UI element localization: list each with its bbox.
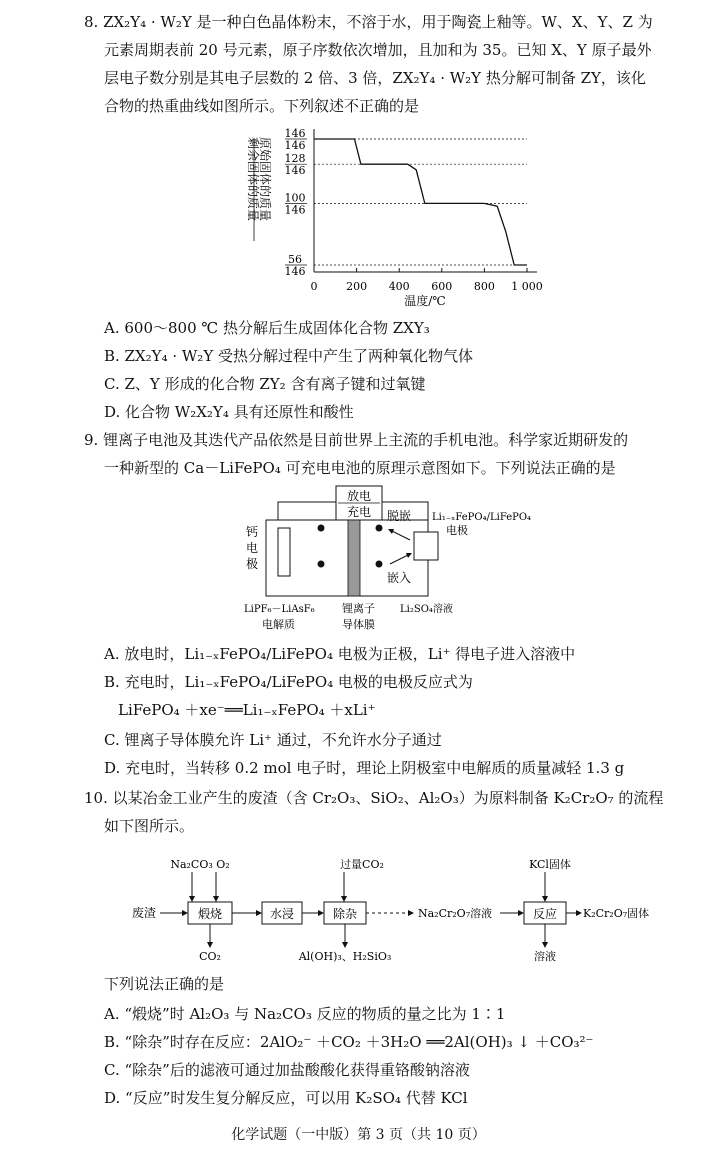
y-tick-numerator: 100 (284, 191, 306, 205)
y-label-bottom: 原始固体的质量 (258, 137, 272, 222)
li2so4-solution-label: Li₂SO₄溶液 (400, 604, 453, 615)
x-tick-label: 200 (346, 280, 368, 293)
q8-option-b: B. ZX₂Y₄ · W₂Y 受热分解过程中产生了两种氧化物气体 (104, 347, 473, 365)
ion-dot (376, 561, 383, 568)
x-axis-label: 温度/℃ (404, 294, 446, 308)
arrow-head (408, 910, 414, 916)
page-footer: 化学试题（一中版）第 3 页（共 10 页） (231, 1127, 486, 1143)
y-tick-denominator: 146 (284, 139, 306, 152)
q8-line-3: 层电子数分别是其电子层数的 2 倍、3 倍，ZX₂Y₄ · W₂Y 热分解可制备 ZY，该化 (104, 69, 646, 87)
ca-electrode-label-3: 极 (245, 557, 259, 571)
q8-line-2: 元素周期表前 20 号元素，原子序数依次增加，且加和为 35。已知 X、Y 原子最外 (104, 41, 652, 59)
y-tick-denominator: 146 (284, 203, 306, 217)
arrow-head (342, 942, 348, 948)
ion-dot (376, 525, 383, 532)
step-impurity-removal-label: 除杂 (332, 907, 358, 921)
x-tick-label: 800 (473, 280, 495, 293)
right-electrode-label-2: 电极 (446, 524, 468, 537)
discharge-label: 放电 (346, 489, 372, 503)
ca-electrode-label-1: 钙 (245, 525, 259, 539)
tg-curve (314, 139, 527, 265)
q9-line-2: 一种新型的 Ca－LiFePO₄ 可充电电池的原理示意图如下。下列说法正确的是 (104, 459, 616, 477)
q10-option-c: C. “除杂”后的滤液可通过加盐酸酸化获得重铬酸钠溶液 (104, 1061, 470, 1079)
output-co2: CO₂ (199, 950, 221, 963)
input-excess-co2: 过量CO₂ (340, 858, 384, 871)
electrolyte-label-1: LiPF₆－LiAsF₆ (244, 604, 315, 615)
li-conductor-membrane (348, 520, 360, 596)
q10-option-d: D. “反应”时发生复分解反应，可以用 K₂SO₄ 代替 KCl (104, 1089, 468, 1107)
y-tick-numerator: 128 (284, 152, 306, 166)
arrow-head (341, 896, 347, 902)
q9-line-1: 9. 锂离子电池及其迭代产品依然是目前世界上主流的手机电池。科学家近期研发的 (84, 431, 629, 449)
input-kcl-solid: KCl固体 (529, 858, 571, 871)
y-tick-numerator: 56 (288, 253, 302, 266)
wire-left (278, 502, 336, 520)
intercalation-label: 嵌入 (387, 571, 412, 585)
q9-option-d: D. 充电时，当转移 0.2 mol 电子时，理论上阴极室中电解质的质量减轻 1.3 g (104, 759, 625, 777)
arrow-head (213, 896, 219, 902)
arrow-head (256, 910, 262, 916)
output-solution: 溶液 (534, 950, 556, 963)
q10-line-2: 如下图所示。 (104, 817, 195, 835)
step-calcination-label: 煅烧 (197, 907, 223, 921)
y-tick-denominator: 146 (284, 164, 306, 178)
q10-option-b: B. “除杂”时存在反应：2AlO₂⁻ ＋CO₂ ＋3H₂O ══2Al(OH)₃ ↓ ＋CO₃²⁻ (104, 1033, 594, 1051)
product-k2cr2o7-solid: K₂Cr₂O₇固体 (583, 907, 650, 920)
intermediate-na2cr2o7-solution: Na₂Cr₂O₇溶液 (418, 907, 493, 920)
q8-option-c: C. Z、Y 形成的化合物 ZY₂ 含有离子键和过氧键 (104, 375, 426, 393)
arrow-head (207, 942, 213, 948)
lifepo4-electrode (414, 532, 438, 560)
arrow-head (189, 896, 195, 902)
q8-line-4: 合物的热重曲线如图所示。下列叙述不正确的是 (104, 97, 420, 115)
right-electrode-label-1: Li₁₋ₓFePO₄/LiFePO₄ (432, 512, 532, 523)
q10-option-a: A. “煅烧”时 Al₂O₃ 与 Na₂CO₃ 反应的物质的量之比为 1∶1 (104, 1005, 506, 1023)
q9-option-a: A. 放电时，Li₁₋ₓFePO₄/LiFePO₄ 电极为正极，Li⁺ 得电子进入溶液中 (104, 645, 576, 663)
charge-label: 充电 (346, 505, 372, 519)
membrane-label-1: 锂离子 (342, 602, 375, 615)
y-tick-denominator: 146 (284, 265, 306, 278)
arrow-head (518, 910, 524, 916)
electrolyte-label-2: 电解质 (262, 618, 295, 631)
membrane-label-2: 导体膜 (342, 618, 375, 631)
arrow-head (318, 910, 324, 916)
output-aloh3-h2sio3: Al(OH)₃、H₂SiO₃ (298, 950, 392, 963)
arrow-head (542, 942, 548, 948)
x-tick-label: 400 (388, 280, 410, 293)
q9-option-c: C. 锂离子导体膜允许 Li⁺ 通过，不允许水分子通过 (104, 731, 442, 749)
ion-dot (318, 525, 325, 532)
ca-electrode-label-2: 电 (245, 541, 259, 555)
process-flow-diagram (120, 852, 665, 964)
deintercalation-label: 脱嵌 (387, 509, 412, 523)
arrow-head (182, 910, 188, 916)
calcium-electrode (278, 528, 290, 576)
q8-line-1: 8. ZX₂Y₄ · W₂Y 是一种白色晶体粉末，不溶于水，用于陶瓷上釉等。W、X、Y、Z 为 (84, 13, 653, 31)
q9-option-b: B. 充电时，Li₁₋ₓFePO₄/LiFePO₄ 电极的电极反应式为 (104, 673, 473, 691)
ion-dot (318, 561, 325, 568)
arrow-head (576, 910, 582, 916)
x-tick-label: 1 000 (511, 280, 543, 293)
y-label-top: 剩余固体的质量 (246, 137, 260, 222)
q10-line-1: 10. 以某冶金工业产生的废渣（含 Cr₂O₃、SiO₂、Al₂O₃）为原料制备 K₂Cr₂O₇ 的流程 (84, 789, 664, 807)
step-reaction-label: 反应 (532, 907, 558, 921)
q10-stem: 下列说法正确的是 (104, 975, 225, 993)
x-tick-label: 600 (431, 280, 453, 293)
q8-option-d: D. 化合物 W₂X₂Y₄ 具有还原性和酸性 (104, 403, 354, 421)
x-tick-label: 0 (310, 280, 318, 293)
battery-diagram (238, 484, 578, 634)
q9-option-b-equation: LiFePO₄ ＋xe⁻══Li₁₋ₓFePO₄ ＋xLi⁺ (118, 701, 376, 719)
y-tick-numerator: 146 (284, 127, 306, 140)
thermogravimetric-chart (225, 125, 555, 310)
start-waste-residue: 废渣 (132, 906, 157, 920)
step-water-leach-label: 水浸 (269, 907, 295, 921)
input-na2co3-o2: Na₂CO₃ O₂ (170, 858, 230, 871)
arrow-head (542, 896, 548, 902)
q8-option-a: A. 600～800 ℃ 热分解后生成固体化合物 ZXY₃ (104, 319, 430, 337)
